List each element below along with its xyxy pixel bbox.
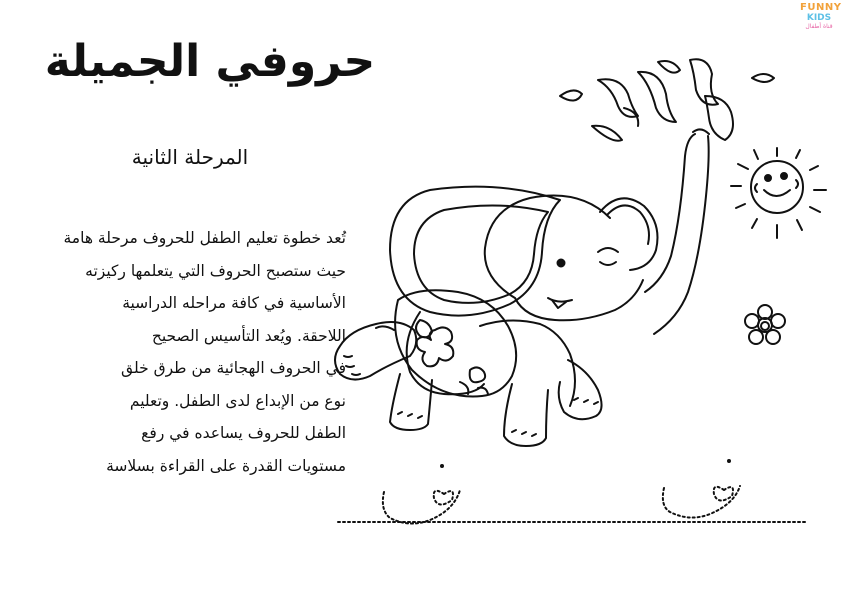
flower-icon bbox=[745, 305, 785, 344]
body-line: حيث ستصبح الحروف التي يتعلمها ركيزته bbox=[85, 261, 346, 280]
logo-text-2: KIDS bbox=[806, 13, 832, 23]
body-line: نوع من الإبداع لدى الطفل. وتعليم bbox=[129, 391, 346, 410]
body-line: الطفل للحروف يساعده في رفع bbox=[141, 424, 346, 442]
body-line: الأساسية في كافة مراحله الدراسية bbox=[122, 294, 346, 312]
logo-text-1: FUNNY bbox=[800, 2, 842, 13]
body-line: اللاحقة. ويُعد التأسيس الصحيح bbox=[151, 326, 346, 345]
tracing-dot bbox=[727, 459, 731, 463]
body-line: مستويات القدرة على القراءة بسلاسة bbox=[106, 456, 346, 475]
water-splash-icon bbox=[560, 59, 774, 140]
body-line: في الحروف الهجائية من طرق خلق bbox=[121, 359, 346, 377]
tracing-dot bbox=[440, 464, 444, 468]
body-line: تُعد خطوة تعليم الطفل للحروف مرحلة هامة bbox=[63, 229, 346, 247]
page-subtitle: المرحلة الثانية bbox=[131, 145, 249, 169]
page-title: حروفي الجميلة bbox=[44, 36, 376, 87]
logo-text-3: قناة أطفال bbox=[805, 23, 833, 30]
tracing-area bbox=[338, 486, 808, 524]
elephant-icon bbox=[335, 129, 709, 446]
sun-icon bbox=[731, 148, 826, 238]
